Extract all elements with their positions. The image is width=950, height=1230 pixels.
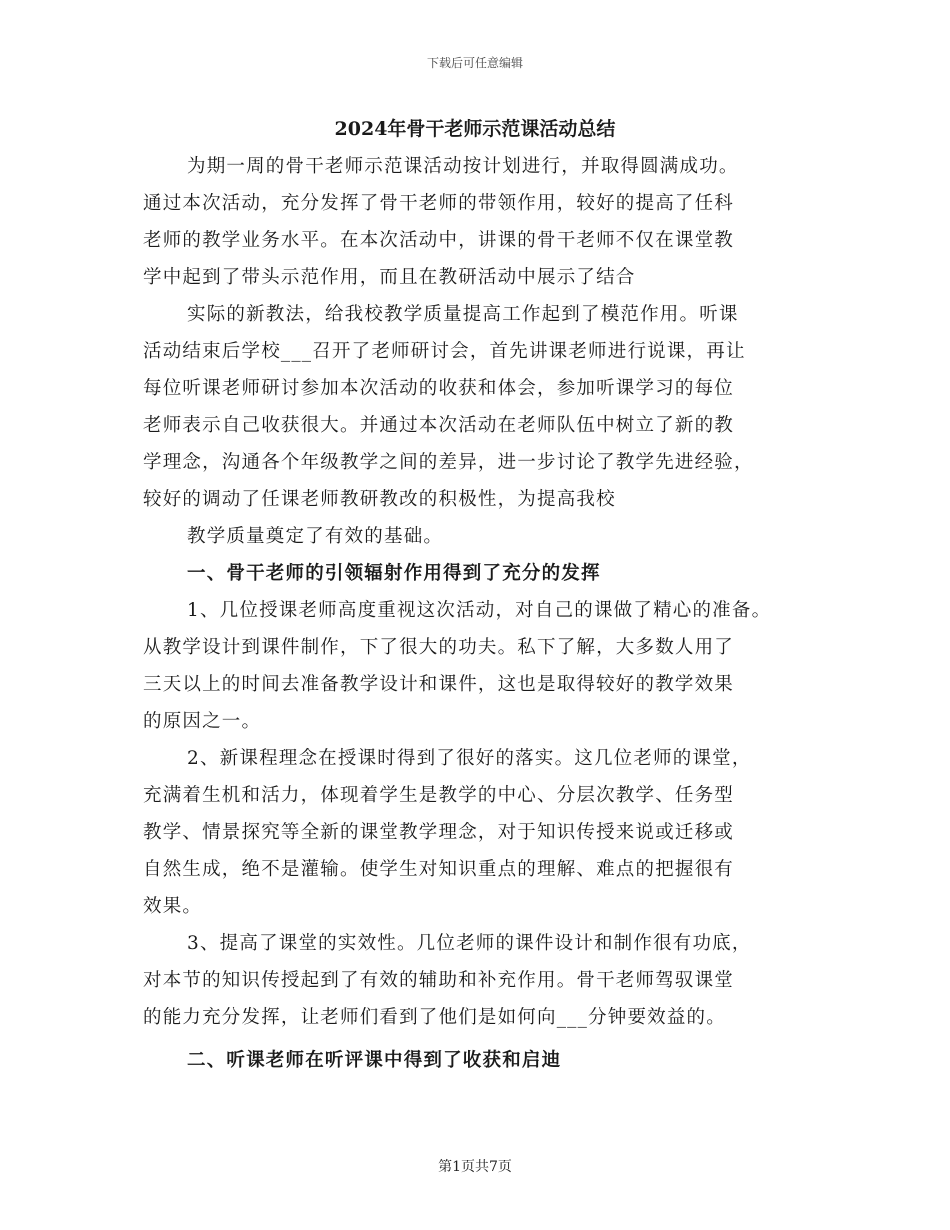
header-note: 下载后可任意编辑	[426, 56, 523, 70]
paragraph-line: 3、提高了课堂的实效性。几位老师的课件设计和制作很有功底，	[187, 933, 752, 954]
paragraph-line: 老师的教学业务水平。在本次活动中，讲课的骨干老师不仅在课堂教	[143, 230, 735, 251]
paragraph-line: 效果。	[143, 896, 203, 917]
paragraph-line: 充满着生机和活力，体现着学生是教学的中心、分层次教学、任务型	[143, 785, 735, 806]
paragraph-line: 对本节的知识传授起到了有效的辅助和补充作用。骨干老师驾驭课堂	[143, 970, 735, 991]
section-heading: 一、骨干老师的引领辐射作用得到了充分的发挥	[187, 563, 601, 584]
paragraph-line: 通过本次活动，充分发挥了骨干老师的带领作用，较好的提高了任科	[143, 193, 735, 214]
paragraph-line: 学理念，沟通各个年级教学之间的差异，进一步讨论了教学先进经验，	[143, 452, 754, 473]
paragraph-line: 2、新课程理念在授课时得到了很好的落实。这几位老师的课堂，	[187, 748, 752, 769]
paragraph-line: 教学质量奠定了有效的基础。	[187, 526, 444, 547]
document-title: 2024年骨干老师示范课活动总结	[334, 118, 616, 140]
paragraph-line: 老师表示自己收获很大。并通过本次活动在老师队伍中树立了新的教	[143, 415, 735, 436]
document-body	[143, 148, 813, 1079]
page-number: 第1页共7页	[438, 1159, 512, 1175]
paragraph-line: 的能力充分发挥，让老师们看到了他们是如何向___分钟要效益的。	[143, 1007, 726, 1028]
paragraph-line: 自然生成，绝不是灌输。使学生对知识重点的理解、难点的把握很有	[143, 859, 735, 880]
paragraph-line: 每位听课老师研讨参加本次活动的收获和体会，参加听课学习的每位	[143, 378, 735, 399]
paragraph-line: 为期一周的骨干老师示范课活动按计划进行，并取得圆满成功。	[187, 156, 739, 177]
paragraph-line: 活动结束后学校___召开了老师研讨会，首先讲课老师进行说课，再让	[143, 341, 746, 362]
paragraph-line: 从教学设计到课件制作，下了很大的功夫。私下了解，大多数人用了	[143, 637, 735, 658]
paragraph-line: 教学、情景探究等全新的课堂教学理念，对于知识传授来说或迁移或	[143, 822, 735, 843]
paragraph-line: 实际的新教法，给我校教学质量提高工作起到了模范作用。听课	[187, 304, 739, 325]
paragraph-line: 较好的调动了任课老师教研教改的积极性，为提高我校	[143, 489, 616, 510]
paragraph-line: 1、几位授课老师高度重视这次活动，对自己的课做了精心的准备。	[187, 600, 772, 621]
section-heading: 二、听课老师在听评课中得到了收获和启迪	[187, 1050, 562, 1071]
paragraph-line: 学中起到了带头示范作用，而且在教研活动中展示了结合	[143, 267, 636, 288]
paragraph-line: 三天以上的时间去准备教学设计和课件，这也是取得较好的教学效果	[143, 674, 735, 695]
paragraph-line: 的原因之一。	[143, 711, 262, 732]
